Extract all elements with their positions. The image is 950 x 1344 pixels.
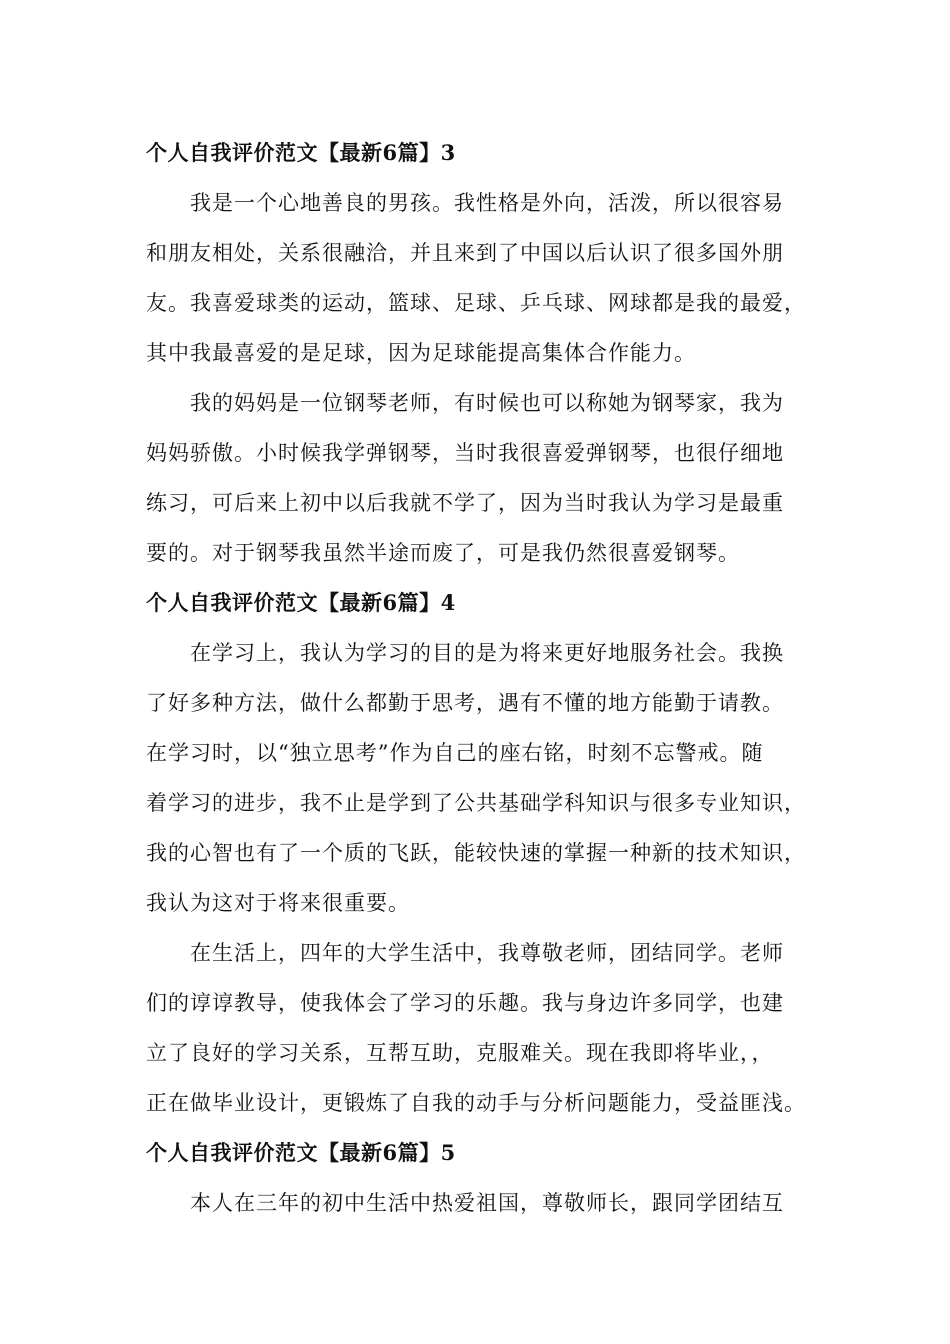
text-line: 我的心智也有了一个质的飞跃，能较快速的掌握一种新的技术知识， [146, 841, 806, 865]
text-line: 本人在三年的初中生活中热爱祖国，尊敬师长，跟同学团结互 [190, 1191, 784, 1215]
section-4 [146, 578, 826, 1128]
text-line: 友。我喜爱球类的运动，篮球、足球、乒乓球、网球都是我的最爱， [146, 291, 806, 315]
section-heading: 个人自我评价范文【最新6篇】5 [146, 1140, 456, 1165]
text-line: 要的。对于钢琴我虽然半途而废了，可是我仍然很喜爱钢琴。 [146, 541, 740, 565]
section-heading: 个人自我评价范文【最新6篇】3 [146, 140, 456, 165]
text-line: 和朋友相处，关系很融洽，并且来到了中国以后认识了很多国外朋 [146, 241, 784, 265]
text-line: 在学习上，我认为学习的目的是为将来更好地服务社会。我换 [190, 641, 784, 665]
text-line: 立了良好的学习关系，互帮互助，克服难关。现在我即将毕业，， [146, 1041, 774, 1065]
paragraph [146, 1178, 826, 1228]
text-line: 我认为这对于将来很重要。 [146, 891, 410, 915]
text-line: 我的妈妈是一位钢琴老师，有时候也可以称她为钢琴家，我为 [190, 391, 784, 415]
paragraph [146, 628, 826, 928]
text-line: 在学习时，以“独立思考”作为自己的座右铭，时刻不忘警戒。随 [146, 741, 764, 765]
text-line: 们的谆谆教导，使我体会了学习的乐趣。我与身边许多同学，也建 [146, 991, 784, 1015]
section-5 [146, 1128, 826, 1228]
text-line: 正在做毕业设计，更锻炼了自我的动手与分析问题能力，受益匪浅。 [146, 1091, 806, 1115]
paragraph [146, 928, 826, 1128]
text-line: 练习，可后来上初中以后我就不学了，因为当时我认为学习是最重 [146, 491, 784, 515]
text-line: 在生活上，四年的大学生活中，我尊敬老师，团结同学。老师 [190, 941, 784, 965]
text-line: 我是一个心地善良的男孩。我性格是外向，活泼，所以很容易 [190, 191, 784, 215]
paragraph [146, 378, 826, 578]
text-line: 其中我最喜爱的是足球，因为足球能提高集体合作能力。 [146, 341, 696, 365]
text-line: 妈妈骄傲。小时候我学弹钢琴，当时我很喜爱弹钢琴，也很仔细地 [146, 441, 784, 465]
section-3 [146, 128, 826, 578]
document-body [146, 128, 826, 1228]
text-line: 着学习的进步，我不止是学到了公共基础学科知识与很多专业知识， [146, 791, 806, 815]
paragraph [146, 178, 826, 378]
section-heading: 个人自我评价范文【最新6篇】4 [146, 590, 456, 615]
text-line: 了好多种方法，做什么都勤于思考，遇有不懂的地方能勤于请教。 [146, 691, 784, 715]
